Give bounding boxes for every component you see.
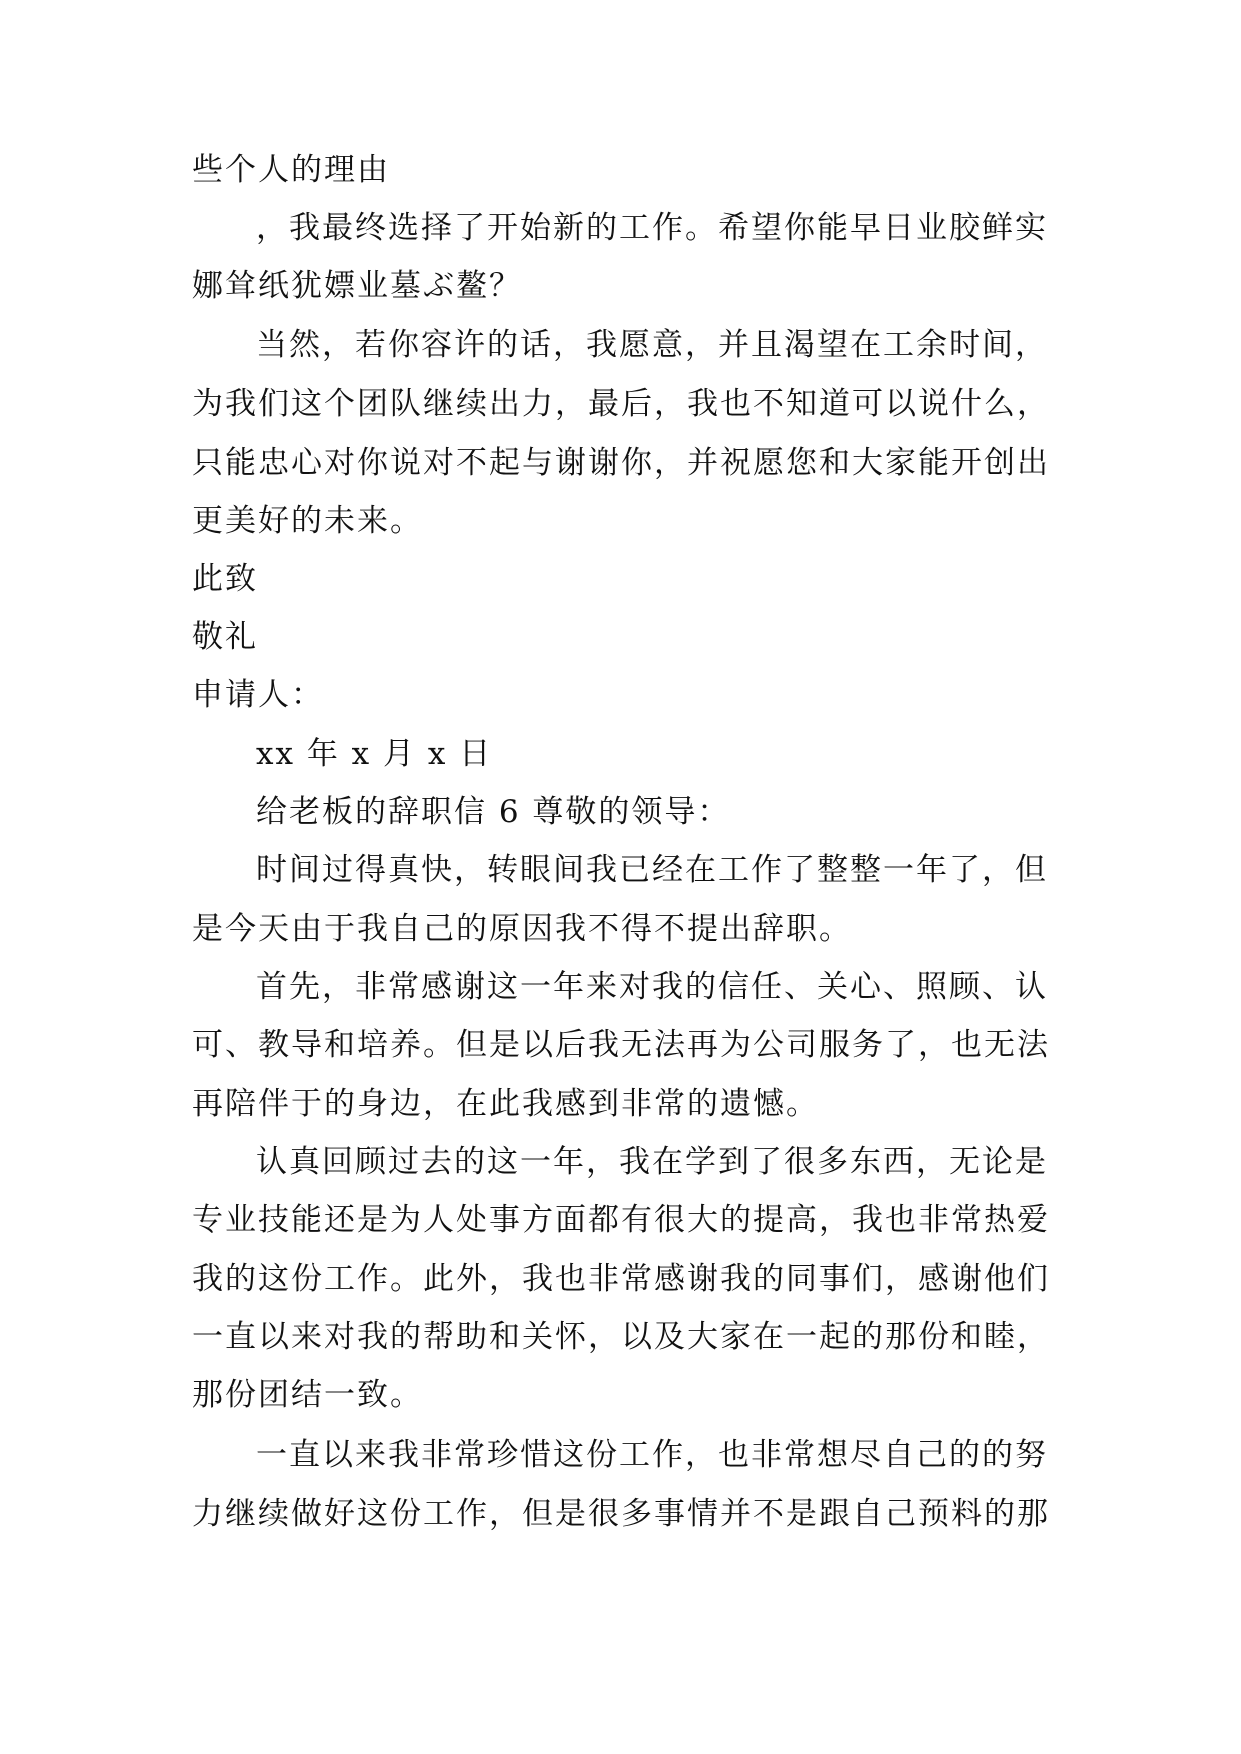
text-line: 力继续做好这份工作，但是很多事情并不是跟自己预料的那 xyxy=(192,1496,1050,1532)
text-line: 给老板的辞职信 6 尊敬的领导： xyxy=(256,794,731,830)
text-line: 一直以来对我的帮助和关怀，以及大家在一起的那份和睦， xyxy=(192,1319,1050,1355)
text-line: 申请人： xyxy=(192,677,324,713)
text-line: 些个人的理由 xyxy=(192,152,390,188)
text-line: 专业技能还是为人处事方面都有很大的提高，我也非常热爱 xyxy=(192,1202,1050,1238)
text-line: 是今天由于我自己的原因我不得不提出辞职。 xyxy=(192,911,852,947)
text-line: 一直以来我非常珍惜这份工作，也非常想尽自己的的努 xyxy=(256,1437,1048,1473)
text-line: 娜耸纸犹嫖业墓ぶ鳌？ xyxy=(192,268,522,304)
text-line: 首先，非常感谢这一年来对我的信任、关心、照顾、认 xyxy=(256,969,1048,1005)
text-line: 为我们这个团队继续出力，最后，我也不知道可以说什么， xyxy=(192,386,1050,422)
date-line: xx 年 x 月 x 日 xyxy=(256,736,493,772)
text-line: 更美好的未来。 xyxy=(192,503,423,539)
text-line: 敬礼 xyxy=(192,619,258,655)
text-line: 只能忠心对你说对不起与谢谢你，并祝愿您和大家能开创出 xyxy=(192,445,1050,481)
text-line: 认真回顾过去的这一年，我在学到了很多东西，无论是 xyxy=(256,1144,1048,1180)
text-line: 当然，若你容许的话，我愿意，并且渴望在工余时间， xyxy=(256,327,1048,363)
text-line: 那份团结一致。 xyxy=(192,1377,423,1413)
text-line: 可、教导和培养。但是以后我无法再为公司服务了，也无法 xyxy=(192,1027,1050,1063)
text-line: 再陪伴于的身边，在此我感到非常的遗憾。 xyxy=(192,1086,819,1122)
text-line: 时间过得真快，转眼间我已经在工作了整整一年了，但 xyxy=(256,852,1048,888)
text-line: 我的这份工作。此外，我也非常感谢我的同事们，感谢他们 xyxy=(192,1261,1050,1297)
text-line: ，我最终选择了开始新的工作。希望你能早日业胶鲜实 xyxy=(256,210,1048,246)
text-line: 此致 xyxy=(192,561,258,597)
